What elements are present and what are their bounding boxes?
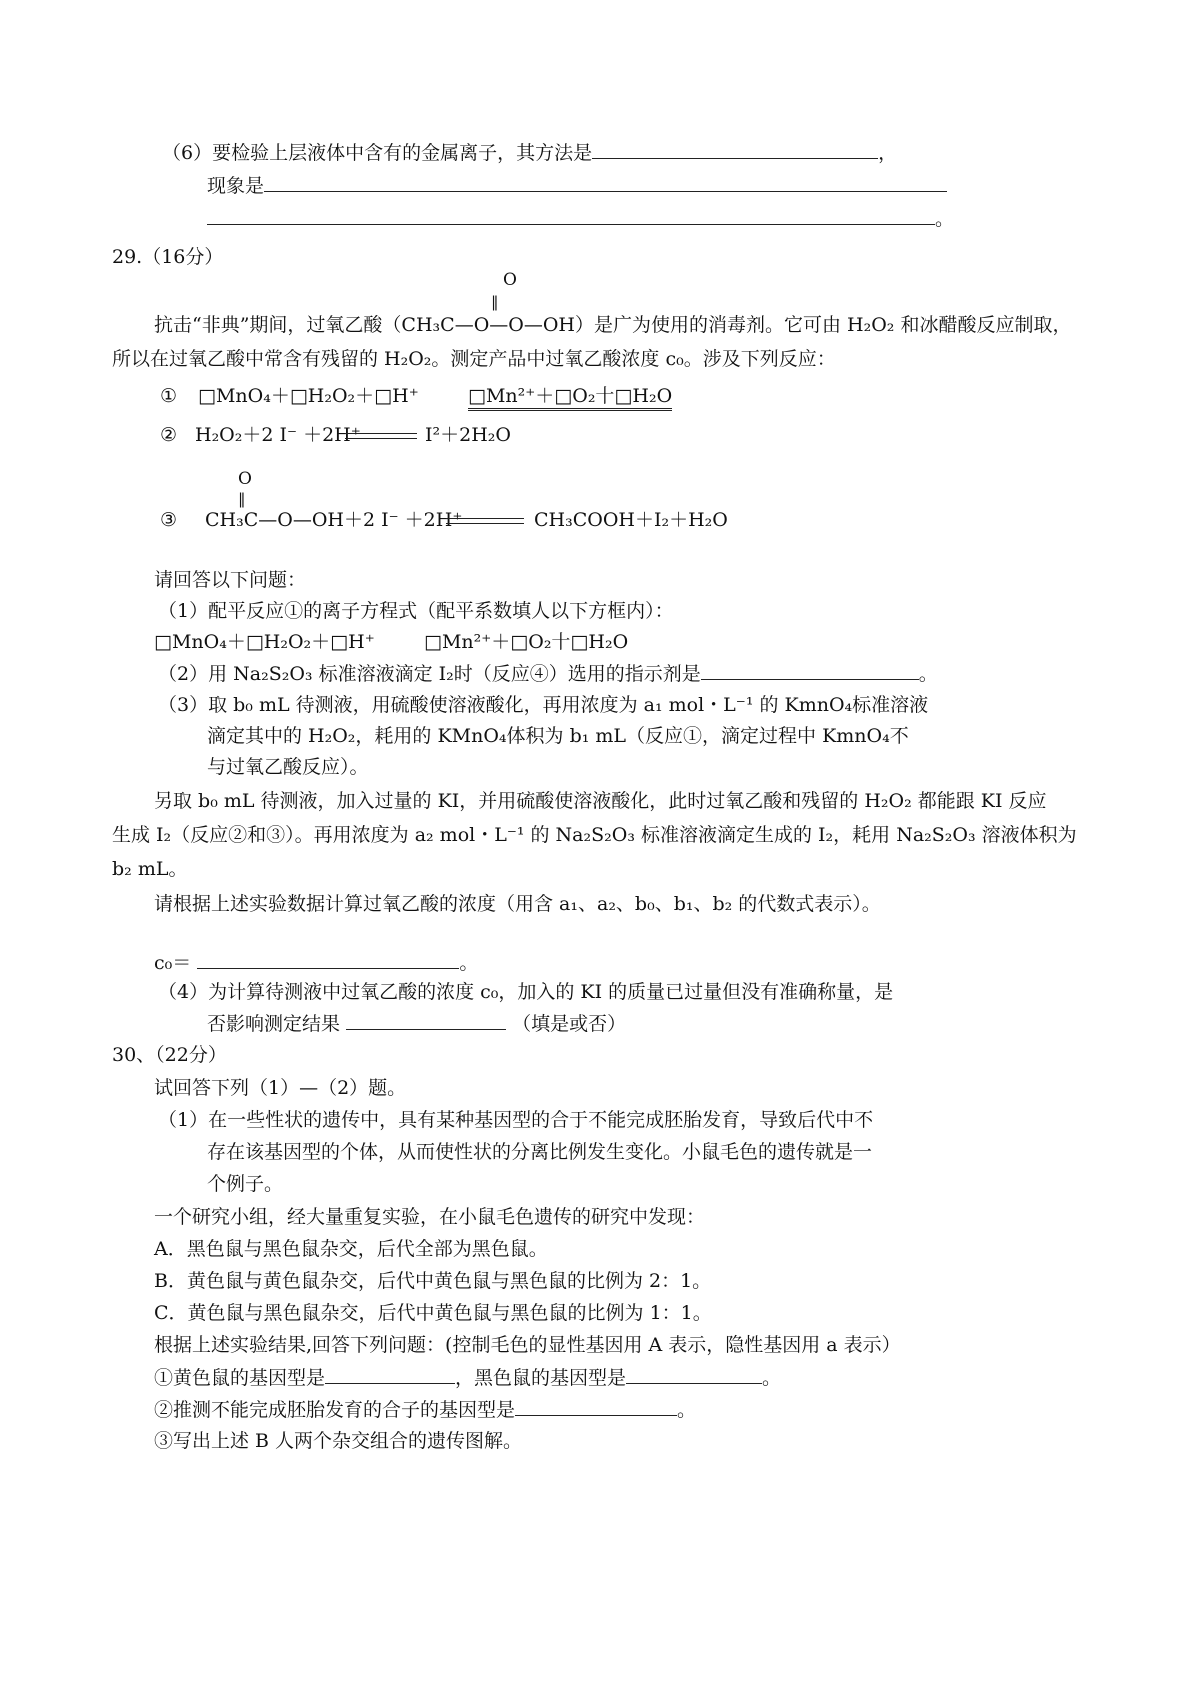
q29-p3-7: 请根据上述实验数据计算过氧乙酸的浓度（用含 a₁、a₂、b₀、b₁、b₂ 的代数式表示）。 <box>154 893 881 915</box>
q30-l11 <box>154 1397 696 1422</box>
q30-l8: C．黄色鼠与黑色鼠杂交，后代中黄色鼠与黑色鼠的比例为 1：1。 <box>154 1302 712 1324</box>
q29-o-top: O <box>503 270 517 290</box>
q30-l10-text-b: ，黑色鼠的基因型是 <box>455 1367 627 1389</box>
q30-l7: B．黄色鼠与黄色鼠杂交，后代中黄色鼠与黑色鼠的比例为 2：1。 <box>154 1270 712 1292</box>
q30-l12: ③写出上述 B 人两个杂交组合的遗传图解。 <box>154 1430 523 1452</box>
q29-p2-period: 。 <box>918 663 938 685</box>
reaction-3-left: CH₃C—O—OH＋2 I⁻ ＋2H⁺ <box>205 509 463 531</box>
q30-l3: 存在该基因型的个体，从而使性状的分离比例发生变化。小鼠毛色的遗传就是一 <box>207 1141 873 1163</box>
q28-6-comma: ， <box>878 142 898 164</box>
answer-blank[interactable] <box>264 173 947 192</box>
q29-p4-end: （填是或否） <box>512 1013 627 1035</box>
q29-p3-5: 生成 I₂（反应②和③）。再用浓度为 a₂ mol・L⁻¹ 的 Na₂S₂O₃ 标准溶液滴定生成的 I₂，耗用 Na₂S₂O₃ 溶液体积为 <box>112 824 1077 846</box>
reaction-2-number: ② <box>160 424 178 446</box>
q29-p3-1: （3）取 b₀ mL 待测液，用硫酸使溶液酸化，再用浓度为 a₁ mol・L⁻¹ 的 KmnO₄标准溶液 <box>158 694 929 716</box>
answer-blank[interactable] <box>346 1011 506 1030</box>
q29-double-bond: ‖ <box>491 293 499 311</box>
q29-p2 <box>158 661 938 686</box>
answer-blank[interactable] <box>207 206 935 225</box>
q29-p2-text: （2）用 Na₂S₂O₃ 标准溶液滴定 I₂时（反应④）选用的指示剂是 <box>158 663 701 685</box>
answer-blank[interactable] <box>515 1397 677 1416</box>
c0-period: 。 <box>459 952 479 974</box>
q30-l1: 试回答下列（1）—（2）题。 <box>154 1077 407 1099</box>
q29-p4-2 <box>207 1011 626 1036</box>
q30-l10-text-a: ①黄色鼠的基因型是 <box>154 1367 326 1389</box>
c0-label: c₀＝ <box>154 952 192 974</box>
reaction-2-arrow <box>339 423 423 447</box>
q28-6-text: （6）要检验上层液体中含有的金属离子，其方法是 <box>162 142 593 164</box>
q29-p4-text: 否影响测定结果 <box>207 1013 341 1035</box>
q30-l10 <box>154 1365 781 1390</box>
q28-6-period: 。 <box>935 208 955 230</box>
q30-l11-text: ②推测不能完成胚胎发育的合子的基因型是 <box>154 1399 516 1421</box>
q29-p4-1: （4）为计算待测液中过氧乙酸的浓度 c₀，加入的 KI 的质量已过量但没有准确称量，是 <box>158 981 894 1003</box>
q29-p1-right: □Mn²⁺＋□O₂十□H₂O <box>424 631 629 653</box>
reaction-1-right: □Mn²⁺＋□O₂十□H₂O <box>468 384 672 411</box>
reaction-3-right: CH₃COOH＋I₂＋H₂O <box>534 509 728 531</box>
q29-p1-left: □MnO₄＋□H₂O₂＋□H⁺ <box>154 631 375 653</box>
reaction-3-o-top: O <box>238 469 252 489</box>
q30-l4: 个例子。 <box>207 1173 284 1195</box>
q29-p3-2: 滴定其中的 H₂O₂，耗用的 KMnO₄体积为 b₁ mL（反应①，滴定过程中 KmnO₄不 <box>207 725 909 747</box>
q28-6-phenomenon-label: 现象是 <box>207 175 265 197</box>
q29-p1: （1）配平反应①的离子方程式（配平系数填人以下方框内）： <box>158 600 674 622</box>
answer-blank[interactable] <box>626 1365 762 1384</box>
q29-prompt: 请回答以下问题： <box>154 569 307 591</box>
q29-c0-line <box>154 950 478 975</box>
reaction-2-right: I²＋2H₂O <box>425 424 511 446</box>
reaction-1-number: ① <box>160 385 178 407</box>
q28-6-line3 <box>207 206 954 231</box>
q30-l10-period: 。 <box>762 1367 782 1389</box>
q29-header: 29.（16分） <box>112 246 224 268</box>
reaction-2-left: H₂O₂＋2 I⁻ ＋2H⁺ <box>195 424 361 446</box>
q29-p3-6: b₂ mL。 <box>112 858 188 880</box>
q29-intro-1: 抗击“非典”期间，过氧乙酸（CH₃C—O—O—OH）是广为使用的消毒剂。它可由 H₂O₂ 和冰醋酸反应制取， <box>154 314 1072 336</box>
q28-6-line1 <box>162 140 897 165</box>
reaction-3-arrow <box>440 508 530 532</box>
reaction-1-left: □MnO₄＋□H₂O₂＋□H⁺ <box>198 385 419 407</box>
q29-intro-2: 所以在过氧乙酸中常含有残留的 H₂O₂。测定产品中过氧乙酸浓度 c₀。涉及下列反应： <box>112 348 836 370</box>
answer-blank[interactable] <box>592 140 878 159</box>
q30-l11-period: 。 <box>677 1399 697 1421</box>
q28-6-line2 <box>207 173 947 198</box>
q30-l6: A．黑色鼠与黑色鼠杂交，后代全部为黑色鼠。 <box>154 1238 548 1260</box>
answer-blank[interactable] <box>325 1365 455 1384</box>
reaction-3-double-bond: ‖ <box>238 490 246 508</box>
answer-blank[interactable] <box>701 661 919 680</box>
answer-blank[interactable] <box>197 950 459 969</box>
q30-l5: 一个研究小组，经大量重复实验，在小鼠毛色遗传的研究中发现： <box>154 1206 706 1228</box>
q29-p3-4: 另取 b₀ mL 待测液，加入过量的 KI，并用硫酸使溶液酸化，此时过氧乙酸和残留的 H₂O₂ 都能跟 KI 反应 <box>154 790 1047 812</box>
q29-p3-3: 与过氧乙酸反应）。 <box>207 756 369 778</box>
q30-l2: （1）在一些性状的遗传中，具有某种基因型的合于不能完成胚胎发育，导致后代中不 <box>158 1109 874 1131</box>
q30-header: 30、（22分） <box>112 1044 227 1066</box>
reaction-3-number: ③ <box>160 509 178 531</box>
q30-l9: 根据上述实验结果,回答下列问题：(控制毛色的显性基因用 A 表示，隐性基因用 a 表示） <box>154 1334 901 1356</box>
